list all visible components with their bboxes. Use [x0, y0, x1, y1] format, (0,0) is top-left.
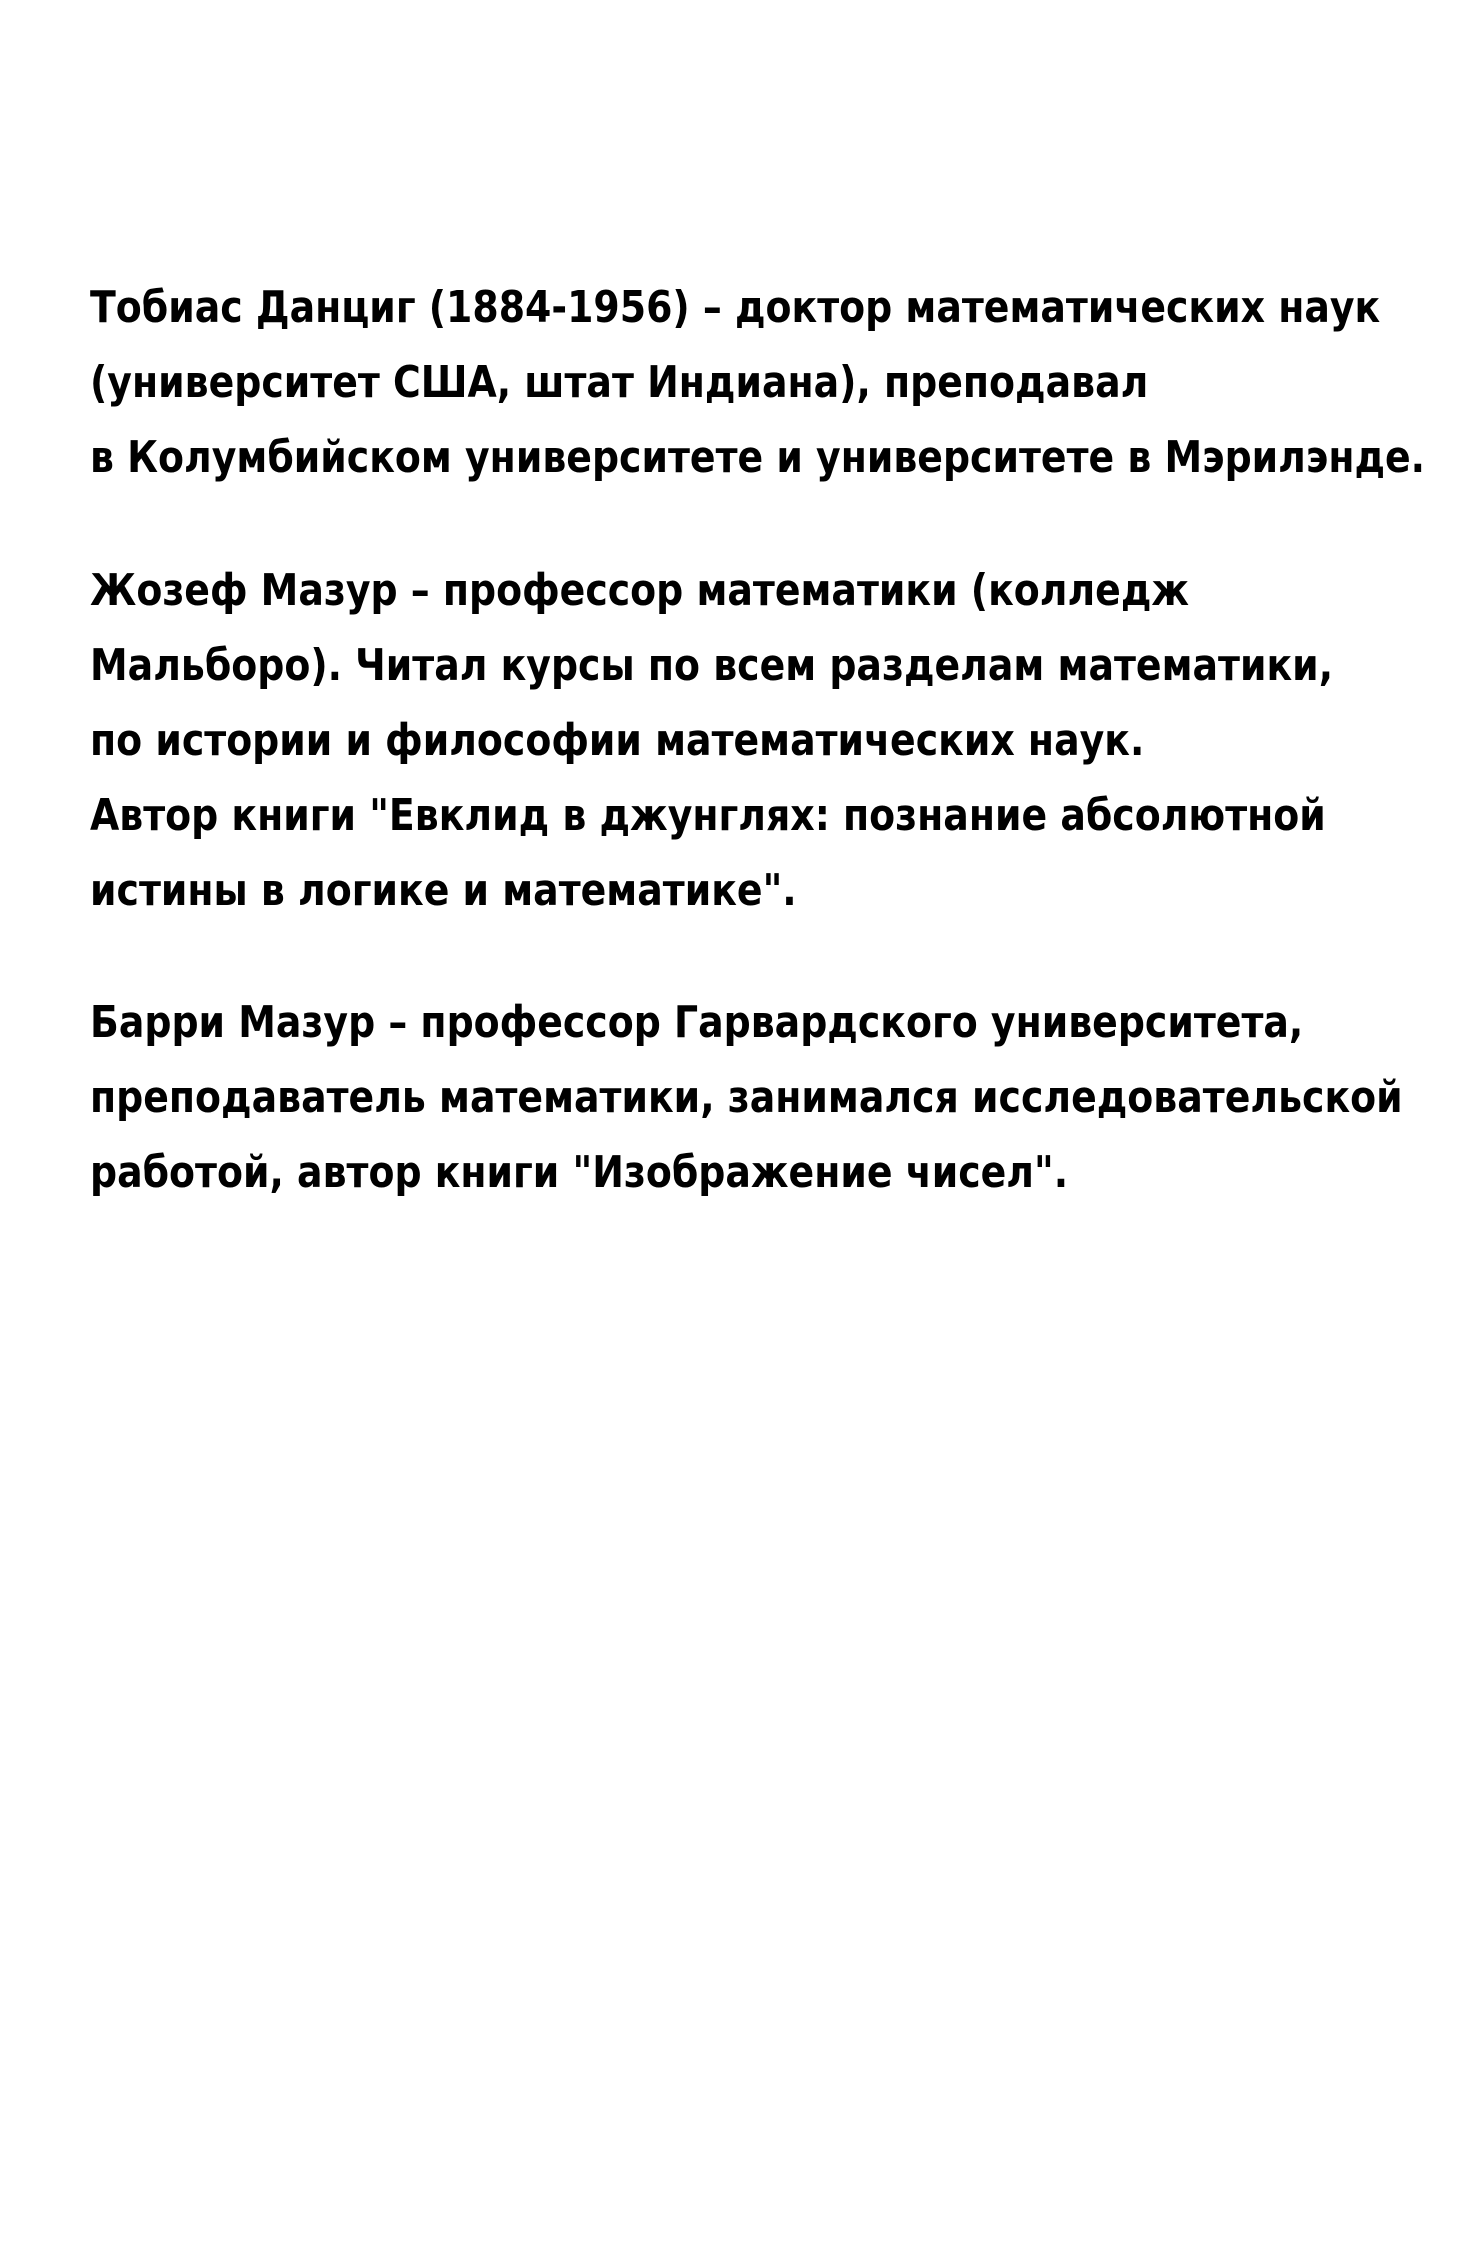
- bio-line: Автор книги "Евклид в джунглях: познание абсолютной: [90, 790, 1326, 841]
- bio-line: Мальборо). Читал курсы по всем разделам математики,: [90, 640, 1334, 691]
- bio-tobias-dantzig: [90, 270, 1426, 495]
- bio-line: в Колумбийском университете и университете в Мэрилэнде.: [90, 432, 1426, 483]
- bio-barry-mazur: [90, 985, 1403, 1210]
- bio-joseph-mazur: [90, 553, 1334, 928]
- bio-line: Барри Мазур – профессор Гарвардского университета,: [90, 997, 1304, 1048]
- bio-line: Жозеф Мазур – профессор математики (колледж: [90, 565, 1190, 616]
- bio-line: работой, автор книги "Изображение чисел".: [90, 1147, 1069, 1198]
- bio-line: по истории и философии математических наук.: [90, 715, 1145, 766]
- bio-line: преподаватель математики, занимался исследовательской: [90, 1072, 1403, 1123]
- bio-line: истины в логике и математике".: [90, 865, 797, 916]
- bio-line: (университет США, штат Индиана), преподавал: [90, 357, 1149, 408]
- bio-line: Тобиас Данциг (1884-1956) – доктор математических наук: [90, 282, 1381, 333]
